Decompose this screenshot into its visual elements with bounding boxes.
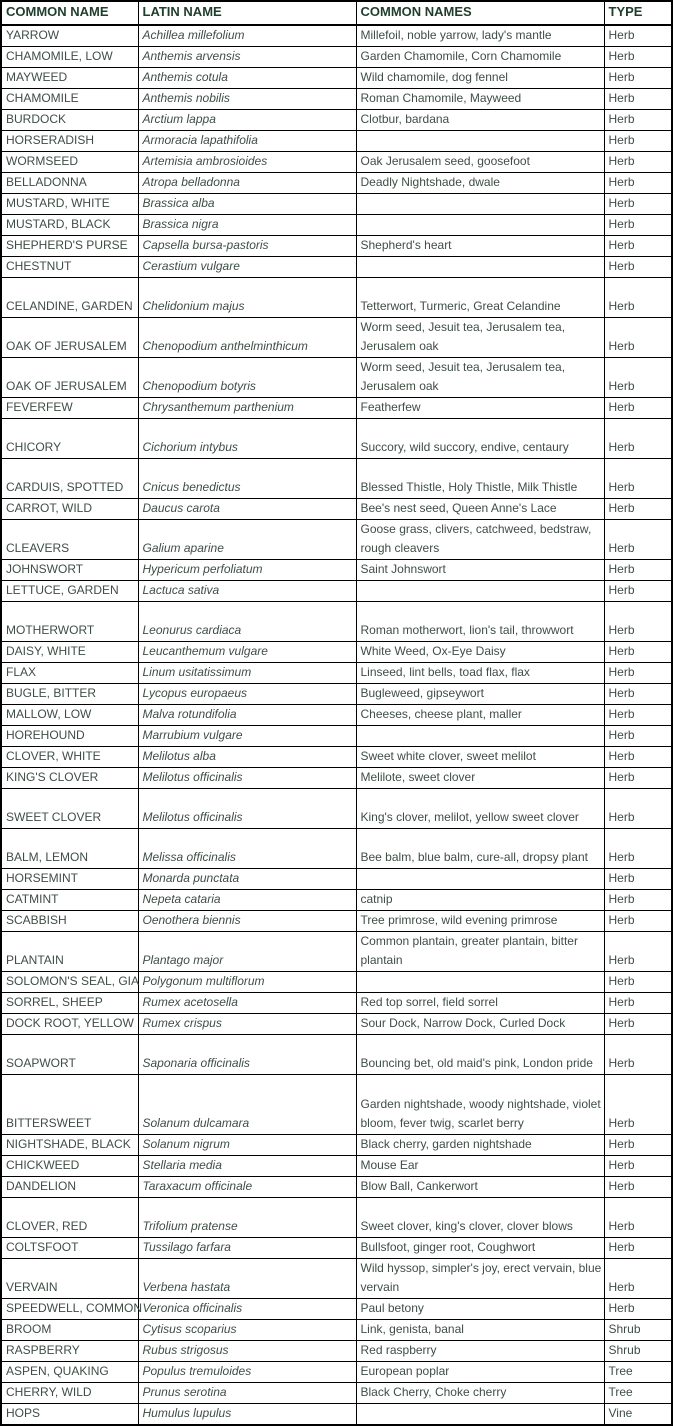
cell-common-names: Mouse Ear: [356, 1156, 604, 1177]
cell-latin-name: Melilotus alba: [138, 747, 356, 768]
cell-common-names: [356, 869, 604, 890]
cell-common-name: SPEEDWELL, COMMON: [1, 1299, 138, 1320]
table-row: [1, 1014, 672, 1035]
cell-latin-name: Veronica officinalis: [138, 1299, 356, 1320]
cell-type: Herb: [604, 173, 672, 194]
cell-common-names: Garden Chamomile, Corn Chamomile: [356, 47, 604, 68]
cell-common-names: Blow Ball, Cankerwort: [356, 1177, 604, 1198]
cell-latin-name: Cnicus benedictus: [138, 459, 356, 499]
cell-common-name: MOTHERWORT: [1, 602, 138, 642]
cell-common-name: DANDELION: [1, 1177, 138, 1198]
table-row: [1, 747, 672, 768]
cell-latin-name: Rumex acetosella: [138, 993, 356, 1014]
cell-type: Herb: [604, 459, 672, 499]
cell-latin-name: Brassica alba: [138, 194, 356, 215]
cell-latin-name: Solanum dulcamara: [138, 1075, 356, 1135]
cell-latin-name: Cichorium intybus: [138, 419, 356, 459]
cell-type: Herb: [604, 215, 672, 236]
table-row: [1, 1259, 672, 1299]
cell-type: Herb: [604, 993, 672, 1014]
cell-latin-name: Anthemis nobilis: [138, 89, 356, 110]
table-row: [1, 890, 672, 911]
table-row: [1, 581, 672, 602]
table-body: [1, 25, 672, 1425]
cell-common-name: NIGHTSHADE, BLACK: [1, 1135, 138, 1156]
cell-latin-name: Daucus carota: [138, 499, 356, 520]
cell-common-names: Blessed Thistle, Holy Thistle, Milk Thistle: [356, 459, 604, 499]
cell-latin-name: Hypericum perfoliatum: [138, 560, 356, 581]
table-row: [1, 419, 672, 459]
cell-latin-name: Plantago major: [138, 932, 356, 972]
cell-type: Herb: [604, 236, 672, 257]
cell-type: Herb: [604, 499, 672, 520]
cell-latin-name: Lycopus europaeus: [138, 684, 356, 705]
cell-common-names: catnip: [356, 890, 604, 911]
table-row: [1, 642, 672, 663]
table-row: [1, 1198, 672, 1238]
cell-latin-name: Melissa officinalis: [138, 829, 356, 869]
table-row: [1, 257, 672, 278]
cell-common-names: Roman motherwort, lion's tail, throwwort: [356, 602, 604, 642]
header-common-name: COMMON NAME: [1, 1, 138, 25]
cell-common-names: Red raspberry: [356, 1341, 604, 1362]
cell-common-name: SCABBISH: [1, 911, 138, 932]
cell-latin-name: Chenopodium botyris: [138, 358, 356, 398]
cell-common-name: BROOM: [1, 1320, 138, 1341]
cell-latin-name: Solanum nigrum: [138, 1135, 356, 1156]
cell-latin-name: Atropa belladonna: [138, 173, 356, 194]
cell-type: Herb: [604, 520, 672, 560]
cell-latin-name: Melilotus officinalis: [138, 789, 356, 829]
cell-common-names: Melilote, sweet clover: [356, 768, 604, 789]
cell-type: Herb: [604, 68, 672, 89]
cell-common-name: CHESTNUT: [1, 257, 138, 278]
cell-common-name: FLAX: [1, 663, 138, 684]
cell-common-names: Worm seed, Jesuit tea, Jerusalem tea, Jerusalem oak: [356, 358, 604, 398]
cell-latin-name: Galium aparine: [138, 520, 356, 560]
table-row: [1, 1135, 672, 1156]
table-header-row: [1, 1, 672, 25]
cell-common-name: KING'S CLOVER: [1, 768, 138, 789]
table-row: [1, 215, 672, 236]
cell-common-names: Millefoil, noble yarrow, lady's mantle: [356, 25, 604, 47]
cell-latin-name: Prunus serotina: [138, 1383, 356, 1404]
table-row: [1, 560, 672, 581]
cell-common-names: Bugleweed, gipseywort: [356, 684, 604, 705]
cell-common-names: Bee's nest seed, Queen Anne's Lace: [356, 499, 604, 520]
cell-common-name: COLTSFOOT: [1, 1238, 138, 1259]
table-row: [1, 520, 672, 560]
cell-type: Herb: [604, 1259, 672, 1299]
cell-latin-name: Verbena hastata: [138, 1259, 356, 1299]
cell-latin-name: Tussilago farfara: [138, 1238, 356, 1259]
cell-common-names: Roman Chamomile, Mayweed: [356, 89, 604, 110]
cell-common-name: CARROT, WILD: [1, 499, 138, 520]
table-row: [1, 972, 672, 993]
cell-common-names: King's clover, melilot, yellow sweet clover: [356, 789, 604, 829]
cell-type: Herb: [604, 1035, 672, 1075]
table-row: [1, 1299, 672, 1320]
cell-type: Herb: [604, 278, 672, 318]
cell-common-name: CLEAVERS: [1, 520, 138, 560]
table-row: [1, 1320, 672, 1341]
table-row: [1, 993, 672, 1014]
cell-common-names: Black cherry, garden nightshade: [356, 1135, 604, 1156]
cell-latin-name: Chrysanthemum parthenium: [138, 398, 356, 419]
cell-common-name: BITTERSWEET: [1, 1075, 138, 1135]
table-row: [1, 789, 672, 829]
cell-latin-name: Populus tremuloides: [138, 1362, 356, 1383]
cell-common-name: CATMINT: [1, 890, 138, 911]
cell-common-name: SWEET CLOVER: [1, 789, 138, 829]
cell-common-name: MAYWEED: [1, 68, 138, 89]
cell-latin-name: Anthemis cotula: [138, 68, 356, 89]
cell-type: Herb: [604, 829, 672, 869]
cell-latin-name: Chelidonium majus: [138, 278, 356, 318]
cell-common-names: Sour Dock, Narrow Dock, Curled Dock: [356, 1014, 604, 1035]
cell-type: Herb: [604, 1198, 672, 1238]
cell-common-names: Sweet clover, king's clover, clover blows: [356, 1198, 604, 1238]
header-type: TYPE: [604, 1, 672, 25]
table-row: [1, 398, 672, 419]
cell-common-names: Bee balm, blue balm, cure-all, dropsy plant: [356, 829, 604, 869]
cell-common-name: BELLADONNA: [1, 173, 138, 194]
cell-type: Herb: [604, 318, 672, 358]
table-row: [1, 869, 672, 890]
cell-type: Herb: [604, 257, 672, 278]
cell-common-name: BALM, LEMON: [1, 829, 138, 869]
cell-common-names: [356, 581, 604, 602]
table-row: [1, 499, 672, 520]
cell-common-names: Cheeses, cheese plant, maller: [356, 705, 604, 726]
table-row: [1, 131, 672, 152]
cell-type: Herb: [604, 1177, 672, 1198]
table-row: [1, 1238, 672, 1259]
cell-latin-name: Taraxacum officinale: [138, 1177, 356, 1198]
cell-common-name: RASPBERRY: [1, 1341, 138, 1362]
cell-common-name: CHAMOMILE: [1, 89, 138, 110]
cell-common-name: SOAPWORT: [1, 1035, 138, 1075]
cell-common-name: CLOVER, WHITE: [1, 747, 138, 768]
cell-type: Herb: [604, 47, 672, 68]
header-common-names: COMMON NAMES: [356, 1, 604, 25]
cell-type: Herb: [604, 911, 672, 932]
cell-latin-name: Stellaria media: [138, 1156, 356, 1177]
table-row: [1, 663, 672, 684]
table-row: [1, 110, 672, 131]
cell-latin-name: Monarda punctata: [138, 869, 356, 890]
cell-common-name: FEVERFEW: [1, 398, 138, 419]
cell-latin-name: Rubus strigosus: [138, 1341, 356, 1362]
cell-type: Herb: [604, 684, 672, 705]
cell-type: Herb: [604, 789, 672, 829]
cell-common-names: Saint Johnswort: [356, 560, 604, 581]
cell-common-names: Bullsfoot, ginger root, Coughwort: [356, 1238, 604, 1259]
cell-latin-name: Capsella bursa-pastoris: [138, 236, 356, 257]
cell-common-name: CARDUIS, SPOTTED: [1, 459, 138, 499]
header-latin-name: LATIN NAME: [138, 1, 356, 25]
cell-common-name: CHERRY, WILD: [1, 1383, 138, 1404]
cell-common-names: Link, genista, banal: [356, 1320, 604, 1341]
table-row: [1, 1177, 672, 1198]
cell-common-names: Wild chamomile, dog fennel: [356, 68, 604, 89]
cell-common-name: HOREHOUND: [1, 726, 138, 747]
cell-type: Herb: [604, 726, 672, 747]
cell-latin-name: Polygonum multiflorum: [138, 972, 356, 993]
table-row: [1, 68, 672, 89]
cell-common-names: Common plantain, greater plantain, bitter plantain: [356, 932, 604, 972]
table-row: [1, 459, 672, 499]
cell-type: Herb: [604, 869, 672, 890]
cell-common-names: Sweet white clover, sweet melilot: [356, 747, 604, 768]
cell-common-names: Featherfew: [356, 398, 604, 419]
cell-type: Herb: [604, 1014, 672, 1035]
cell-common-name: OAK OF JERUSALEM: [1, 358, 138, 398]
cell-latin-name: Brassica nigra: [138, 215, 356, 236]
cell-common-name: SOLOMON'S SEAL, GIA: [1, 972, 138, 993]
table-row: [1, 25, 672, 47]
cell-latin-name: Melilotus officinalis: [138, 768, 356, 789]
cell-latin-name: Nepeta cataria: [138, 890, 356, 911]
cell-common-names: [356, 972, 604, 993]
cell-common-name: JOHNSWORT: [1, 560, 138, 581]
table-row: [1, 1383, 672, 1404]
cell-common-name: MUSTARD, WHITE: [1, 194, 138, 215]
cell-common-names: Clotbur, bardana: [356, 110, 604, 131]
cell-latin-name: Malva rotundifolia: [138, 705, 356, 726]
cell-common-names: Shepherd's heart: [356, 236, 604, 257]
cell-type: Herb: [604, 419, 672, 459]
cell-latin-name: Leucanthemum vulgare: [138, 642, 356, 663]
cell-type: Herb: [604, 1135, 672, 1156]
cell-common-name: LETTUCE, GARDEN: [1, 581, 138, 602]
cell-type: Herb: [604, 560, 672, 581]
table-row: [1, 1035, 672, 1075]
cell-common-name: CHAMOMILE, LOW: [1, 47, 138, 68]
cell-common-name: DOCK ROOT, YELLOW: [1, 1014, 138, 1035]
cell-common-names: Linseed, lint bells, toad flax, flax: [356, 663, 604, 684]
table-row: [1, 1341, 672, 1362]
table-row: [1, 194, 672, 215]
cell-latin-name: Achillea millefolium: [138, 25, 356, 47]
cell-latin-name: Oenothera biennis: [138, 911, 356, 932]
cell-type: Shrub: [604, 1341, 672, 1362]
cell-common-name: PLANTAIN: [1, 932, 138, 972]
table-row: [1, 173, 672, 194]
cell-common-name: WORMSEED: [1, 152, 138, 173]
table-row: [1, 318, 672, 358]
cell-common-names: Succory, wild succory, endive, centaury: [356, 419, 604, 459]
cell-common-names: [356, 131, 604, 152]
cell-type: Herb: [604, 602, 672, 642]
table-row: [1, 602, 672, 642]
cell-latin-name: Marrubium vulgare: [138, 726, 356, 747]
cell-common-name: BUGLE, BITTER: [1, 684, 138, 705]
cell-latin-name: Rumex crispus: [138, 1014, 356, 1035]
cell-common-names: White Weed, Ox-Eye Daisy: [356, 642, 604, 663]
table-row: [1, 726, 672, 747]
cell-common-name: YARROW: [1, 25, 138, 47]
table-row: [1, 705, 672, 726]
cell-latin-name: Armoracia lapathifolia: [138, 131, 356, 152]
cell-common-name: DAISY, WHITE: [1, 642, 138, 663]
cell-common-names: Paul betony: [356, 1299, 604, 1320]
cell-latin-name: Chenopodium anthelminthicum: [138, 318, 356, 358]
cell-common-names: Garden nightshade, woody nightshade, violet bloom, fever twig, scarlet berry: [356, 1075, 604, 1135]
cell-type: Herb: [604, 581, 672, 602]
cell-common-names: Worm seed, Jesuit tea, Jerusalem tea, Jerusalem oak: [356, 318, 604, 358]
cell-type: Herb: [604, 398, 672, 419]
cell-common-name: CELANDINE, GARDEN: [1, 278, 138, 318]
cell-common-name: HOPS: [1, 1404, 138, 1426]
cell-latin-name: Trifolium pratense: [138, 1198, 356, 1238]
cell-type: Herb: [604, 747, 672, 768]
cell-common-name: CHICORY: [1, 419, 138, 459]
cell-common-name: OAK OF JERUSALEM: [1, 318, 138, 358]
table-row: [1, 829, 672, 869]
cell-type: Herb: [604, 642, 672, 663]
cell-type: Tree: [604, 1383, 672, 1404]
cell-latin-name: Humulus lupulus: [138, 1404, 356, 1426]
cell-common-name: HORSERADISH: [1, 131, 138, 152]
table-row: [1, 932, 672, 972]
cell-common-names: European poplar: [356, 1362, 604, 1383]
table-row: [1, 47, 672, 68]
table-row: [1, 911, 672, 932]
cell-common-names: [356, 1404, 604, 1426]
cell-latin-name: Lactuca sativa: [138, 581, 356, 602]
table-row: [1, 278, 672, 318]
table-row: [1, 1156, 672, 1177]
cell-type: Shrub: [604, 1320, 672, 1341]
cell-common-names: Black Cherry, Choke cherry: [356, 1383, 604, 1404]
cell-type: Herb: [604, 358, 672, 398]
cell-common-names: Wild hyssop, simpler's joy, erect vervain, blue vervain: [356, 1259, 604, 1299]
cell-common-names: Tetterwort, Turmeric, Great Celandine: [356, 278, 604, 318]
cell-type: Herb: [604, 932, 672, 972]
cell-type: Herb: [604, 131, 672, 152]
cell-type: Herb: [604, 89, 672, 110]
cell-common-name: CLOVER, RED: [1, 1198, 138, 1238]
cell-latin-name: Arctium lappa: [138, 110, 356, 131]
cell-common-name: MUSTARD, BLACK: [1, 215, 138, 236]
cell-common-names: [356, 194, 604, 215]
table-row: [1, 1404, 672, 1426]
cell-type: Vine: [604, 1404, 672, 1426]
cell-common-names: Goose grass, clivers, catchweed, bedstraw, rough cleavers: [356, 520, 604, 560]
cell-type: Herb: [604, 1075, 672, 1135]
cell-latin-name: Anthemis arvensis: [138, 47, 356, 68]
table-row: [1, 358, 672, 398]
table-row: [1, 1362, 672, 1383]
cell-type: Herb: [604, 1299, 672, 1320]
cell-type: Herb: [604, 1156, 672, 1177]
cell-common-names: [356, 726, 604, 747]
table-row: [1, 768, 672, 789]
cell-type: Herb: [604, 194, 672, 215]
cell-type: Herb: [604, 663, 672, 684]
cell-latin-name: Saponaria officinalis: [138, 1035, 356, 1075]
cell-common-name: VERVAIN: [1, 1259, 138, 1299]
cell-type: Herb: [604, 972, 672, 993]
table-row: [1, 684, 672, 705]
cell-latin-name: Cytisus scoparius: [138, 1320, 356, 1341]
cell-common-name: CHICKWEED: [1, 1156, 138, 1177]
cell-type: Herb: [604, 768, 672, 789]
cell-common-name: HORSEMINT: [1, 869, 138, 890]
cell-common-names: Tree primrose, wild evening primrose: [356, 911, 604, 932]
cell-latin-name: Artemisia ambrosioides: [138, 152, 356, 173]
cell-common-names: Deadly Nightshade, dwale: [356, 173, 604, 194]
cell-type: Herb: [604, 1238, 672, 1259]
cell-type: Tree: [604, 1362, 672, 1383]
table-row: [1, 89, 672, 110]
cell-common-name: SHEPHERD'S PURSE: [1, 236, 138, 257]
cell-common-names: [356, 257, 604, 278]
cell-common-names: Bouncing bet, old maid's pink, London pride: [356, 1035, 604, 1075]
cell-common-name: BURDOCK: [1, 110, 138, 131]
cell-common-name: SORREL, SHEEP: [1, 993, 138, 1014]
cell-common-name: MALLOW, LOW: [1, 705, 138, 726]
cell-common-names: [356, 215, 604, 236]
cell-type: Herb: [604, 152, 672, 173]
cell-common-names: Red top sorrel, field sorrel: [356, 993, 604, 1014]
table-row: [1, 1075, 672, 1135]
cell-type: Herb: [604, 25, 672, 47]
cell-type: Herb: [604, 705, 672, 726]
cell-latin-name: Leonurus cardiaca: [138, 602, 356, 642]
cell-type: Herb: [604, 890, 672, 911]
cell-common-names: Oak Jerusalem seed, goosefoot: [356, 152, 604, 173]
table-row: [1, 152, 672, 173]
cell-common-name: ASPEN, QUAKING: [1, 1362, 138, 1383]
cell-latin-name: Cerastium vulgare: [138, 257, 356, 278]
table-row: [1, 236, 672, 257]
cell-latin-name: Linum usitatissimum: [138, 663, 356, 684]
cell-type: Herb: [604, 110, 672, 131]
